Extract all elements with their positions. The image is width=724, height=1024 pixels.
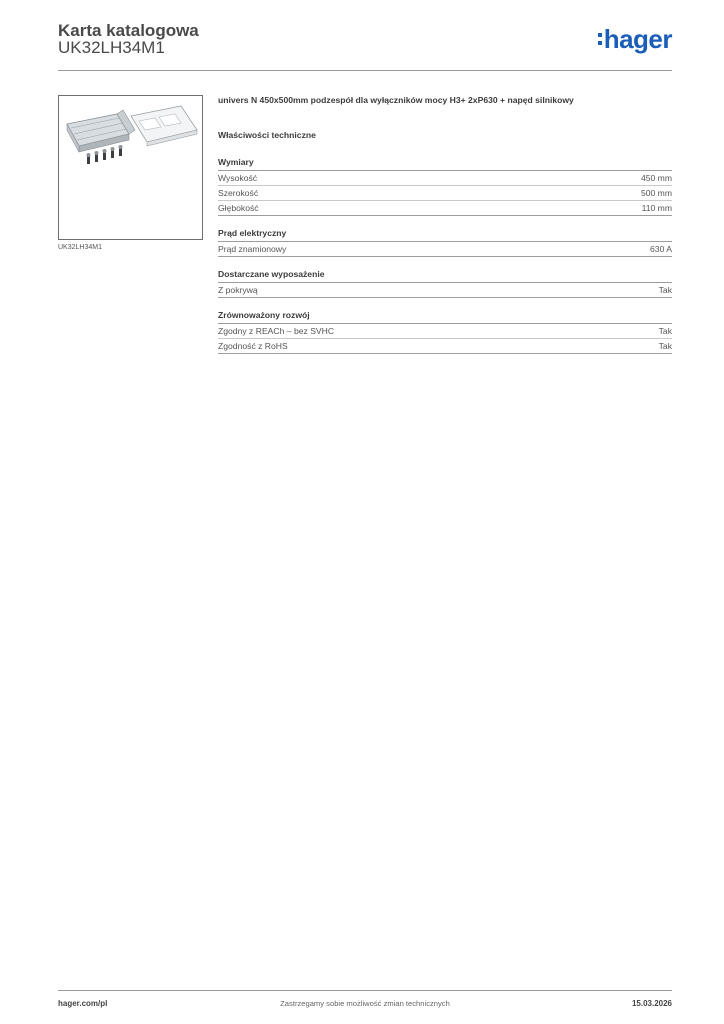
footer-link[interactable]: hager.com/pl	[58, 999, 108, 1008]
page-header	[58, 20, 672, 71]
spec-value: 630 A	[650, 244, 672, 254]
spec-label: Szerokość	[218, 188, 259, 198]
hager-logo	[598, 26, 672, 54]
spec-group	[218, 310, 672, 354]
spec-label: Głębokość	[218, 203, 259, 213]
spec-group-title: Dostarczane wyposażenie	[218, 269, 672, 283]
image-caption: UK32LH34M1	[58, 244, 102, 251]
spec-value: Tak	[658, 326, 672, 336]
page-footer	[58, 990, 672, 1011]
product-image	[58, 95, 203, 240]
spec-group	[218, 157, 672, 216]
spec-group	[218, 269, 672, 298]
spec-row	[218, 339, 672, 354]
spec-label: Z pokrywą	[218, 285, 258, 295]
specs-content	[218, 95, 672, 354]
spec-label: Zgodny z REACh – bez SVHC	[218, 326, 335, 336]
spec-label: Zgodność z RoHS	[218, 341, 288, 351]
footer-date: 15.03.2026	[631, 999, 672, 1008]
logo-text: hager	[603, 24, 672, 54]
product-code: UK32LH34M1	[58, 38, 165, 57]
spec-value: Tak	[658, 285, 672, 295]
spec-group	[218, 228, 672, 257]
spec-value: Tak	[658, 341, 672, 351]
spec-group-title: Zrównoważony rozwój	[218, 310, 672, 324]
logo-dots-icon	[598, 33, 602, 45]
spec-value: 450 mm	[640, 173, 672, 183]
spec-row	[218, 324, 672, 339]
product-illustration-icon	[59, 96, 202, 239]
spec-row	[218, 186, 672, 201]
spec-value: 110 mm	[641, 203, 672, 213]
spec-row	[218, 283, 672, 298]
spec-label: Wysokość	[218, 173, 258, 183]
section-title: Właściwości techniczne	[218, 130, 316, 140]
spec-row	[218, 201, 672, 216]
spec-group-title: Prąd elektryczny	[218, 228, 672, 242]
spec-row	[218, 242, 672, 257]
spec-row	[218, 171, 672, 186]
spec-group-title: Wymiary	[218, 157, 672, 171]
page-title: Karta katalogowa	[58, 21, 199, 40]
product-description: univers N 450x500mm podzespół dla wyłączników mocy H3+ 2xP630 + napęd silnikowy	[218, 95, 574, 105]
spec-label: Prąd znamionowy	[218, 244, 287, 254]
footer-disclaimer: Zastrzegamy sobie możliwość zmian technicznych	[280, 999, 450, 1008]
spec-value: 500 mm	[640, 188, 672, 198]
